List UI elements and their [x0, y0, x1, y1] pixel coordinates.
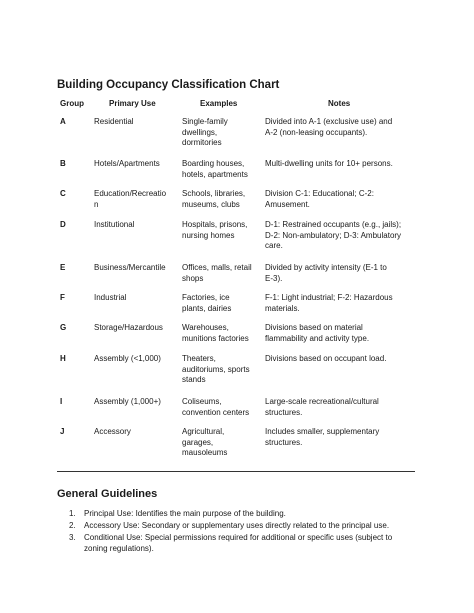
- table-cell-primary-use: [94, 263, 166, 274]
- cell-line: Divisions based on occupant load.: [265, 354, 387, 363]
- cell-line: mausoleums: [182, 448, 228, 457]
- cell-line: materials.: [265, 303, 300, 313]
- cell-line: Institutional: [94, 220, 135, 229]
- header-group: Group: [60, 99, 84, 108]
- cell-line: D-1: Restrained occupants (e.g., jails);: [265, 220, 402, 229]
- table-cell-primary-use: [94, 354, 161, 365]
- table-cell-notes: [265, 189, 374, 210]
- table-cell-group: H: [60, 354, 66, 363]
- cell-line: auditoriums, sports: [182, 364, 250, 374]
- table-cell-notes: [265, 354, 386, 365]
- cell-line: convention centers: [182, 407, 250, 417]
- cell-line: museums, clubs: [182, 199, 240, 209]
- cell-line: D-2: Non-ambulatory; D-3: Ambulatory: [265, 230, 402, 240]
- table-cell-examples: [182, 397, 249, 418]
- table-cell-examples: [182, 427, 227, 459]
- table-cell-notes: [265, 293, 393, 314]
- cell-line: structures.: [265, 437, 303, 447]
- table-cell-notes: [265, 117, 392, 138]
- cell-line: munitions factories: [182, 333, 249, 343]
- table-cell-notes: [265, 263, 387, 284]
- cell-line: Division C-1: Educational; C-2:: [265, 189, 374, 198]
- cell-line: Offices, malls, retail: [182, 263, 252, 272]
- cell-line: Boarding houses,: [182, 159, 245, 168]
- cell-line: shops: [182, 273, 204, 283]
- guideline-number: 2.: [69, 521, 76, 530]
- cell-line: Storage/Hazardous: [94, 323, 163, 332]
- table-cell-group: A: [60, 117, 66, 126]
- guideline-text: [84, 533, 419, 554]
- table-cell-primary-use: [94, 189, 166, 210]
- table-cell-primary-use: [94, 323, 163, 334]
- table-cell-group: D: [60, 220, 66, 229]
- page-title: Building Occupancy Classification Chart: [57, 79, 280, 91]
- cell-line: Assembly (1,000+): [94, 397, 161, 406]
- guideline-line: zoning regulations).: [84, 543, 154, 553]
- table-cell-group: F: [60, 293, 65, 302]
- table-cell-notes: [265, 427, 379, 448]
- cell-line: Residential: [94, 117, 134, 126]
- cell-line: Multi-dwelling units for 10+ persons.: [265, 159, 393, 168]
- cell-line: care.: [265, 241, 283, 250]
- table-cell-examples: [182, 263, 252, 284]
- table-cell-group: B: [60, 159, 66, 168]
- cell-line: Large-scale recreational/cultural: [265, 397, 379, 406]
- cell-line: Hospitals, prisons,: [182, 220, 248, 229]
- table-cell-primary-use: [94, 293, 126, 304]
- header-examples: Examples: [200, 99, 238, 108]
- table-cell-primary-use: [94, 117, 134, 128]
- cell-line: nursing homes: [182, 230, 235, 240]
- cell-line: Business/Mercantile: [94, 263, 166, 272]
- cell-line: plants, dairies: [182, 303, 232, 313]
- cell-line: Divided by activity intensity (E-1 to: [265, 263, 387, 272]
- cell-line: Divided into A-1 (exclusive use) and: [265, 117, 393, 126]
- cell-line: Single-family: [182, 117, 228, 126]
- table-cell-group: I: [60, 397, 63, 406]
- cell-line: dwellings,: [182, 127, 218, 137]
- cell-line: dormitories: [182, 138, 222, 147]
- cell-line: A-2 (non-leasing occupants).: [265, 127, 368, 137]
- cell-line: Assembly (<1,000): [94, 354, 161, 363]
- table-cell-group: E: [60, 263, 66, 272]
- table-cell-examples: [182, 293, 231, 314]
- guideline-number: 3.: [69, 533, 76, 542]
- section-divider: [57, 471, 415, 472]
- guideline-line: Accessory Use: Secondary or supplementary uses directly related to the principal use.: [84, 521, 390, 530]
- cell-line: hotels, apartments: [182, 169, 248, 179]
- cell-line: structures.: [265, 407, 303, 417]
- cell-line: Accessory: [94, 427, 131, 436]
- cell-line: Amusement.: [265, 199, 310, 209]
- table-cell-examples: [182, 117, 228, 149]
- cell-line: garages,: [182, 437, 214, 447]
- table-cell-notes: [265, 397, 379, 418]
- cell-line: Agricultural,: [182, 427, 225, 436]
- table-cell-notes: [265, 220, 401, 252]
- table-cell-examples: [182, 159, 248, 180]
- header-primary-use: Primary Use: [109, 99, 156, 108]
- table-cell-group: C: [60, 189, 66, 198]
- cell-line: Coliseums,: [182, 397, 222, 406]
- table-cell-group: G: [60, 323, 67, 332]
- table-cell-notes: [265, 323, 369, 344]
- table-cell-primary-use: [94, 397, 161, 408]
- table-cell-examples: [182, 323, 249, 344]
- cell-line: E-3).: [265, 273, 283, 283]
- table-cell-primary-use: [94, 220, 134, 231]
- guideline-text: [84, 521, 419, 532]
- cell-line: Factories, ice: [182, 293, 230, 302]
- cell-line: Hotels/Apartments: [94, 159, 160, 168]
- cell-line: F-1: Light industrial; F-2: Hazardous: [265, 293, 393, 302]
- guideline-number: 1.: [69, 509, 76, 518]
- table-cell-primary-use: [94, 159, 160, 170]
- header-notes: Notes: [328, 99, 351, 108]
- cell-line: Divisions based on material: [265, 323, 363, 332]
- cell-line: Theaters,: [182, 354, 216, 363]
- table-cell-primary-use: [94, 427, 131, 438]
- guideline-line: Conditional Use: Special permissions required for additional or specific uses (subject to: [84, 533, 393, 542]
- guideline-line: Principal Use: Identifies the main purpose of the building.: [84, 509, 286, 518]
- cell-line: Education/Recreatio: [94, 189, 167, 198]
- cell-line: stands: [182, 375, 206, 384]
- cell-line: n: [94, 199, 99, 209]
- cell-line: Warehouses,: [182, 323, 229, 332]
- table-cell-examples: [182, 189, 245, 210]
- cell-line: Includes smaller, supplementary: [265, 427, 380, 436]
- table-cell-examples: [182, 220, 247, 241]
- guideline-text: [84, 509, 419, 520]
- guidelines-heading: General Guidelines: [57, 488, 158, 500]
- table-cell-examples: [182, 354, 250, 386]
- cell-line: Schools, libraries,: [182, 189, 246, 198]
- cell-line: Industrial: [94, 293, 127, 302]
- table-cell-group: J: [60, 427, 65, 436]
- table-cell-notes: [265, 159, 393, 170]
- cell-line: flammability and activity type.: [265, 333, 370, 343]
